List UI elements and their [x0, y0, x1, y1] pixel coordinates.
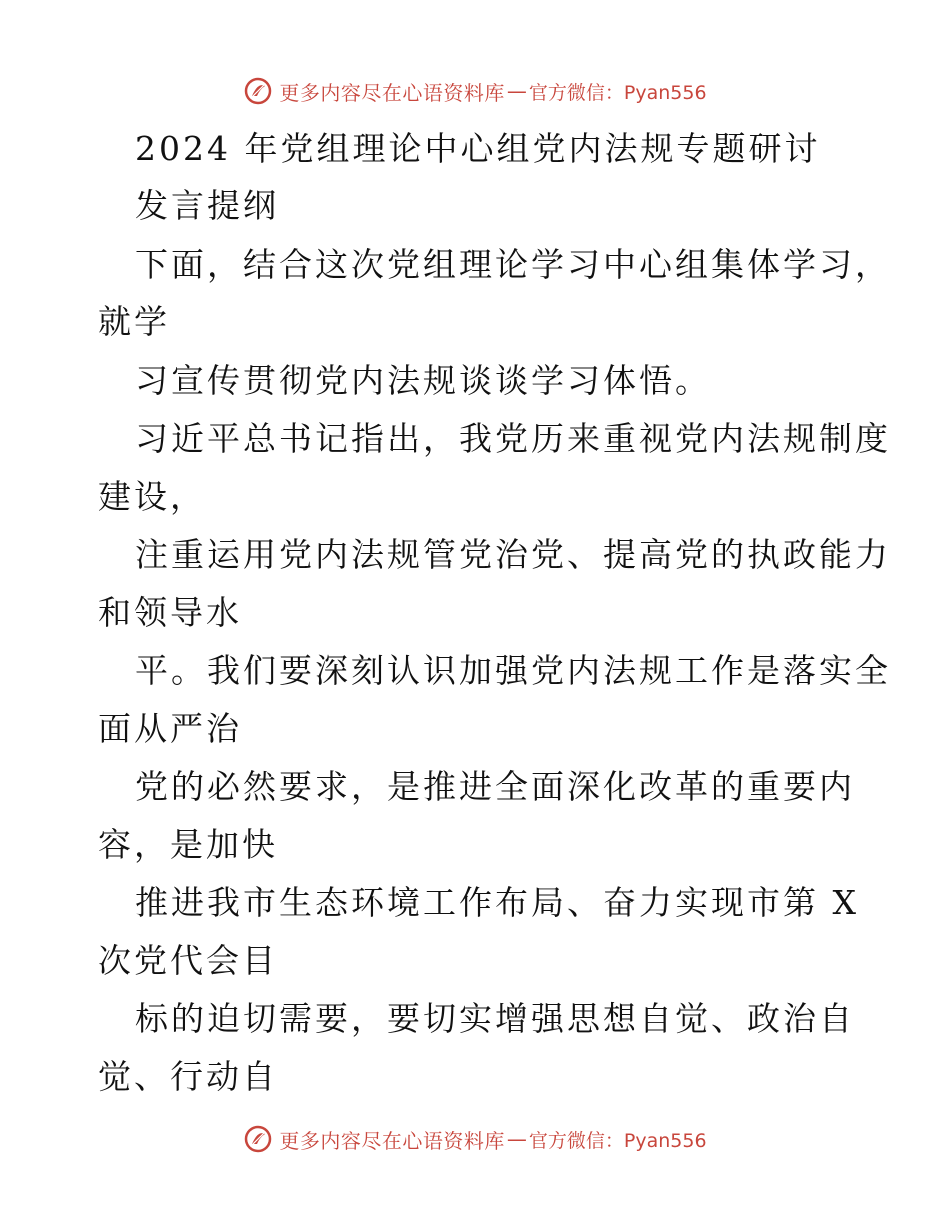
- brand-logo-icon: [243, 1124, 273, 1154]
- paragraph-line: 平。我们要深刻认识加强党内法规工作是落实全: [135, 651, 891, 690]
- brand-logo-icon: [243, 76, 273, 106]
- banner-title: 更多内容尽在心语资料库: [279, 80, 505, 105]
- paragraph-line: 容，是加快: [98, 825, 278, 864]
- document-title-line-2: 发言提纲: [135, 186, 279, 225]
- paragraph-line: 推进我市生态环境工作布局、奋力实现市第 X: [135, 883, 859, 922]
- banner-separator: —: [506, 1127, 527, 1151]
- paragraph-line: 注重运用党内法规管党治党、提高党的执政能力: [135, 535, 891, 574]
- banner-title: 更多内容尽在心语资料库: [279, 1128, 505, 1153]
- banner-separator: —: [506, 79, 527, 103]
- paragraph-line: 习近平总书记指出，我党历来重视党内法规制度: [135, 419, 891, 458]
- paragraph-line: 党的必然要求，是推进全面深化改革的重要内: [135, 767, 855, 806]
- paragraph-line: 习宣传贯彻党内法规谈谈学习体悟。: [135, 361, 711, 400]
- banner-contact: 官方微信：Pyan556: [528, 81, 707, 104]
- paragraph-line: 下面，结合这次党组理论学习中心组集体学习，: [135, 245, 891, 284]
- paragraph-line: 标的迫切需要，要切实增强思想自觉、政治自: [135, 999, 855, 1038]
- paragraph-line: 次党代会目: [98, 941, 278, 980]
- paragraph-line: 和领导水: [98, 593, 242, 632]
- footer-banner: [0, 1119, 950, 1159]
- paragraph-line: 就学: [98, 302, 170, 341]
- banner-contact: 官方微信：Pyan556: [528, 1129, 707, 1152]
- paragraph-line: 觉、行动自: [98, 1057, 278, 1096]
- paragraph-line: 面从严治: [98, 709, 242, 748]
- document-title-line-1: 2024 年党组理论中心组党内法规专题研讨: [135, 129, 821, 168]
- header-banner: [0, 71, 950, 111]
- paragraph-line: 建设，: [98, 477, 206, 516]
